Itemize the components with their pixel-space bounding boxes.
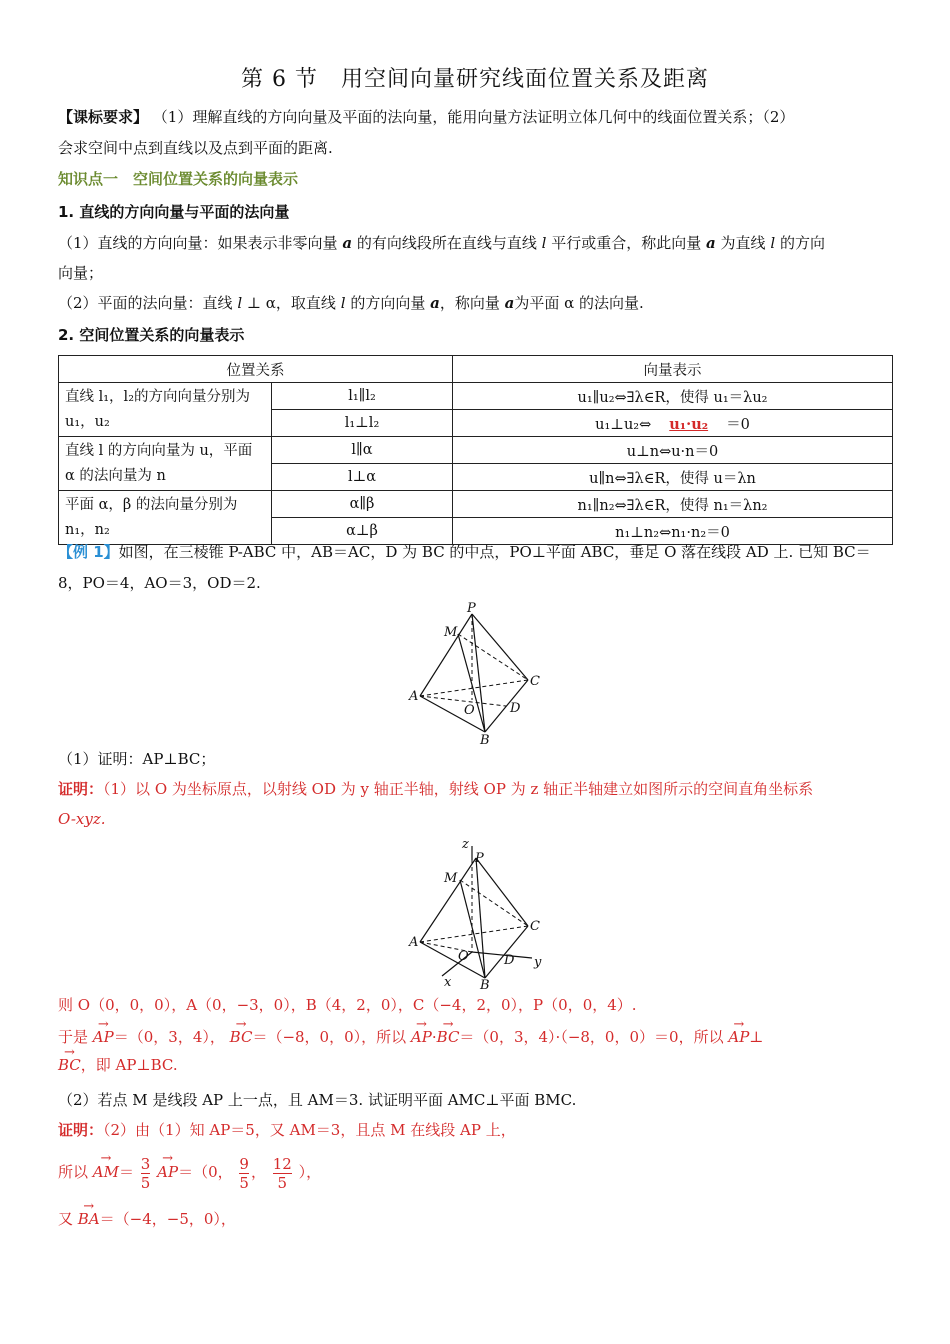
example-text1: 【例 1】如图，在三棱锥 P-ABC 中，AB＝AC，D 为 BC 的中点，PO⊥平面 ABC，垂足 O 落在线段 AD 上. 已知 BC＝ [58,543,871,561]
label-a: A [409,689,419,704]
table-header: 向量表示 [453,356,893,383]
pyramid-figure [400,600,560,748]
requirement-label: 【课标要求】 [58,108,149,126]
label-p: P [467,601,476,616]
table-header: 位置关系 [59,356,453,383]
proof1-line1: 证明：（1）以 O 为坐标原点，以射线 OD 为 y 轴正半轴，射线 OP 为 z 轴正半轴建立如图所示的空间直角坐标系 [58,780,814,798]
coordinate-figure [400,836,560,992]
table-vec: u₁∥u₂⇔∃λ∈R，使得 u₁＝λu₂ [453,383,893,410]
axis-x: x [444,975,452,990]
coords-line: 则 O（0，0，0），A（0，−3，0），B（4，2，0），C（−4，2，0），P（0，0，4）. [58,996,637,1014]
table-rel: l₁∥l₂ [272,383,453,410]
sub2-heading: 2. 空间位置关系的向量表示 [58,326,245,344]
table-vec: u∥n⇔∃λ∈R，使得 u＝λn [453,464,893,491]
table-desc: 平面 α，β 的法向量分别为 n₁，n₂ [59,491,272,545]
label-b: B [480,978,490,992]
label-m: M [444,871,458,886]
fraction: $\frac{3}{5}$ [140,1154,151,1192]
proof1-line2: O-xyz. [58,810,106,828]
sub1-para1: （1）直线的方向向量：如果表示非零向量 a 的有向线段所在直线与直线 l 平行或重合，称此向量 a 为直线 l 的方向 [58,234,825,252]
axis-y: y [534,955,542,970]
table-vec: u₁⊥u₂⇔ u₁·u₂ ＝0 [453,410,893,437]
fraction: $\frac{9}{5}$ [239,1154,249,1192]
section-heading: 知识点一 空间位置关系的向量表示 [58,170,299,188]
table-vec: n₁⊥n₂⇔n₁·n₂＝0 [453,518,893,545]
example-label: 【例 1】 [58,543,119,561]
label-m: M [444,625,458,640]
label-a: A [409,935,419,950]
page-title: 第 6 节 用空间向量研究线面位置关系及距离 [241,67,709,92]
table-rel: l∥α [272,437,453,464]
label-p: P [475,851,484,866]
vectors-line1: 于是 → AP＝（0，3，4）， → BC＝（−8，0，0），所以 → AP·→ BC＝（0，3，4）·（−8，0，0）＝0，所以 → AP⊥ [58,1024,893,1051]
question1: （1）证明：AP⊥BC； [58,750,216,768]
sub1-heading: 1. 直线的方向向量与平面的法向量 [58,203,290,221]
label-o: O [458,949,469,964]
requirement-line1: 【课标要求】 （1）理解直线的方向向量及平面的法向量，能用向量方法证明立体几何中的线面位置关系；（2） [58,108,795,126]
sub1-para2: （2）平面的法向量：直线 l ⊥ α，取直线 l 的方向向量 a，称向量 a为平面 α 的法向量. [58,294,644,312]
am-line: 所以 → AM＝ $\frac{3}{5}$ → AP＝（0， $\frac{9}{5}$ ， $\frac{12}{5}$ ）， [58,1152,893,1192]
example-text2: 8，PO＝4，AO＝3，OD＝2. [58,574,261,592]
label-o: O [464,703,475,718]
requirement-line2: 会求空间中点到直线以及点到平面的距离. [58,139,333,157]
proof2-line1: 证明：（2）由（1）知 AP＝5，又 AM＝3，且点 M 在线段 AP 上， [58,1121,516,1139]
table-answer: u₁·u₂ [669,415,709,433]
label-b: B [480,733,490,748]
table-rel: l₁⊥l₂ [272,410,453,437]
table-vec: n₁∥n₂⇔∃λ∈R，使得 n₁＝λn₂ [453,491,893,518]
table-desc: 直线 l₁，l₂的方向向量分别为 u₁，u₂ [59,383,272,437]
table-rel: α∥β [272,491,453,518]
ba-line: 又 → BA＝（−4，−5，0）， [58,1206,893,1233]
table-vec: u⊥n⇔u·n＝0 [453,437,893,464]
axis-z: z [462,837,469,852]
fraction: $\frac{12}{5}$ [272,1154,292,1192]
table-desc: 直线 l 的方向向量为 u，平面 α 的法向量为 n [59,437,272,491]
question2: （2）若点 M 是线段 AP 上一点，且 AM＝3. 试证明平面 AMC⊥平面 BMC. [58,1091,577,1109]
vectors-line2: → BC，即 AP⊥BC. [58,1052,893,1079]
relation-table [58,355,893,545]
sub1-para1-cont: 向量； [58,264,104,282]
label-d: D [504,953,515,968]
label-c: C [530,674,540,689]
label-c: C [530,919,540,934]
label-d: D [510,701,521,716]
table-rel: α⊥β [272,518,453,545]
table-rel: l⊥α [272,464,453,491]
